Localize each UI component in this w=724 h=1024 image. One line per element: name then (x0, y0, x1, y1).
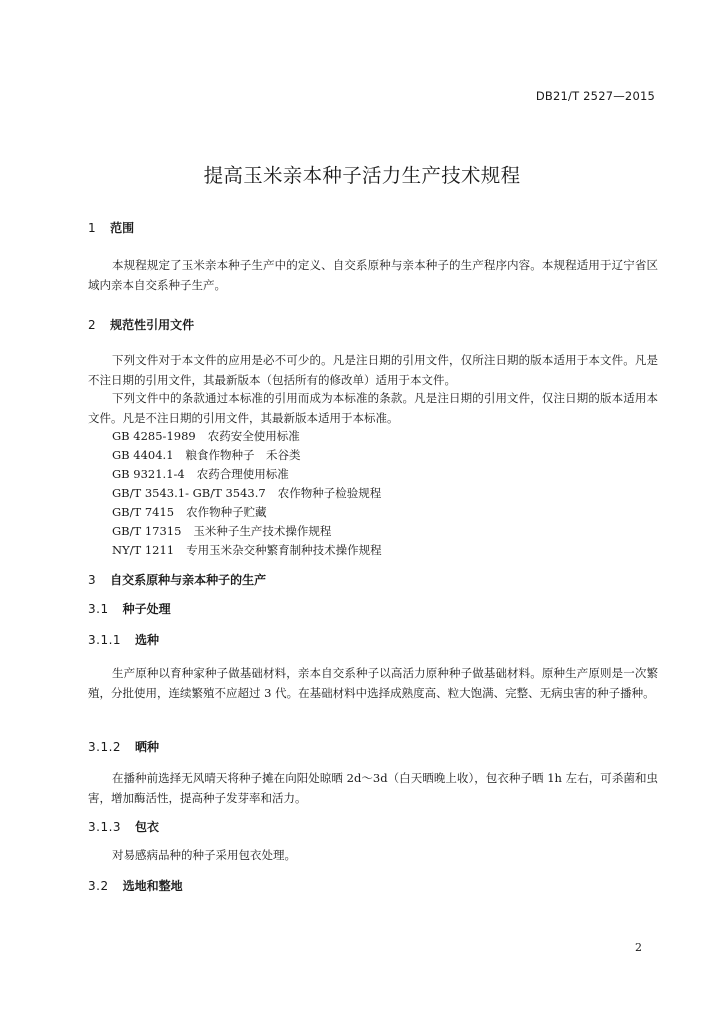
section-title: 规范性引用文件 (110, 318, 195, 332)
reference-item (112, 427, 300, 446)
reference-code: GB/T 3543.1- GB/T 3543.7 (112, 486, 266, 500)
section-heading-2 (88, 316, 194, 333)
section-heading-3 (88, 571, 266, 588)
reference-code: GB 4404.1 (112, 448, 174, 462)
section-title: 选地和整地 (122, 879, 183, 893)
reference-name: 玉米种子生产技术操作规程 (193, 524, 332, 538)
reference-code: GB 4285-1989 (112, 429, 196, 443)
reference-code: NY/T 1211 (112, 543, 175, 557)
reference-name: 农药合理使用标准 (196, 467, 289, 481)
paragraph-normative-2: 下列文件中的条款通过本标准的引用而成为本标准的条款。凡是注日期的引用文件，仅注日期的版本适用本文件。凡是不注日期的引用文件，其最新版本适用于本标准。 (88, 391, 658, 425)
reference-item (112, 465, 289, 484)
reference-code: GB/T 7415 (112, 505, 175, 519)
paragraph-seed-selection: 生产原种以育种家种子做基础材料，亲本自交系种子以高活力原种种子做基础材料。原种生产原则是一次繁殖，分批使用，连续繁殖不应超过 3 代。在基础材料中选择成熟度高、粒大饱满、完整、无病虫害的种子播种。 (88, 666, 658, 700)
document-code: DB21/T 2527—2015 (535, 89, 655, 103)
section-number: 3 (88, 573, 97, 587)
reference-name: 粮食作物种子 禾谷类 (185, 448, 301, 462)
paragraph-scope: 本规程规定了玉米亲本种子生产中的定义、自交系原种与亲本种子的生产程序内容。本规程适用于辽宁省区域内亲本自交系种子生产。 (88, 258, 658, 292)
reference-name: 农药安全使用标准 (207, 429, 300, 443)
reference-code: GB/T 17315 (112, 524, 182, 538)
section-title: 晒种 (135, 740, 160, 754)
reference-name: 农作物种子贮藏 (186, 505, 267, 519)
document-title: 提高玉米亲本种子活力生产技术规程 (203, 164, 521, 187)
section-heading-3-1-3 (88, 818, 159, 835)
reference-item (112, 446, 301, 465)
reference-item (112, 484, 381, 503)
reference-item (112, 503, 267, 522)
section-heading-3-1 (88, 600, 171, 617)
paragraph-normative-1: 下列文件对于本文件的应用是必不可少的。凡是注日期的引用文件，仅所注日期的版本适用于本文件。凡是不注日期的引用文件，其最新版本（包括所有的修改单）适用于本文件。 (88, 353, 658, 387)
paragraph-seed-coating: 对易感病品种的种子采用包衣处理。 (112, 848, 296, 862)
section-title: 自交系原种与亲本种子的生产 (110, 573, 267, 587)
section-title: 选种 (135, 633, 160, 647)
section-number: 3.1 (88, 602, 109, 616)
reference-code: GB 9321.1-4 (112, 467, 185, 481)
section-heading-3-1-1 (88, 631, 159, 648)
section-title: 范围 (110, 221, 135, 235)
section-heading-3-2 (88, 877, 183, 894)
section-number: 3.1.1 (88, 633, 122, 647)
section-number: 3.1.2 (88, 740, 122, 754)
page-number: 2 (635, 941, 642, 954)
section-number: 3.1.3 (88, 820, 122, 834)
section-title: 包衣 (135, 820, 160, 834)
section-title: 种子处理 (122, 602, 171, 616)
reference-item (112, 522, 331, 541)
reference-name: 农作物种子检验规程 (277, 486, 382, 500)
section-number: 1 (88, 221, 97, 235)
reference-item (112, 541, 382, 560)
section-number: 3.2 (88, 879, 109, 893)
section-number: 2 (88, 318, 97, 332)
section-heading-3-1-2 (88, 738, 159, 755)
section-heading-1 (88, 219, 134, 236)
paragraph-seed-drying: 在播种前选择无风晴天将种子摊在向阳处晾晒 2d～3d（白天晒晚上收），包衣种子晒 1h 左右，可杀菌和虫害，增加酶活性，提高种子发芽率和活力。 (88, 771, 658, 805)
reference-name: 专用玉米杂交种繁育制种技术操作规程 (186, 543, 382, 557)
